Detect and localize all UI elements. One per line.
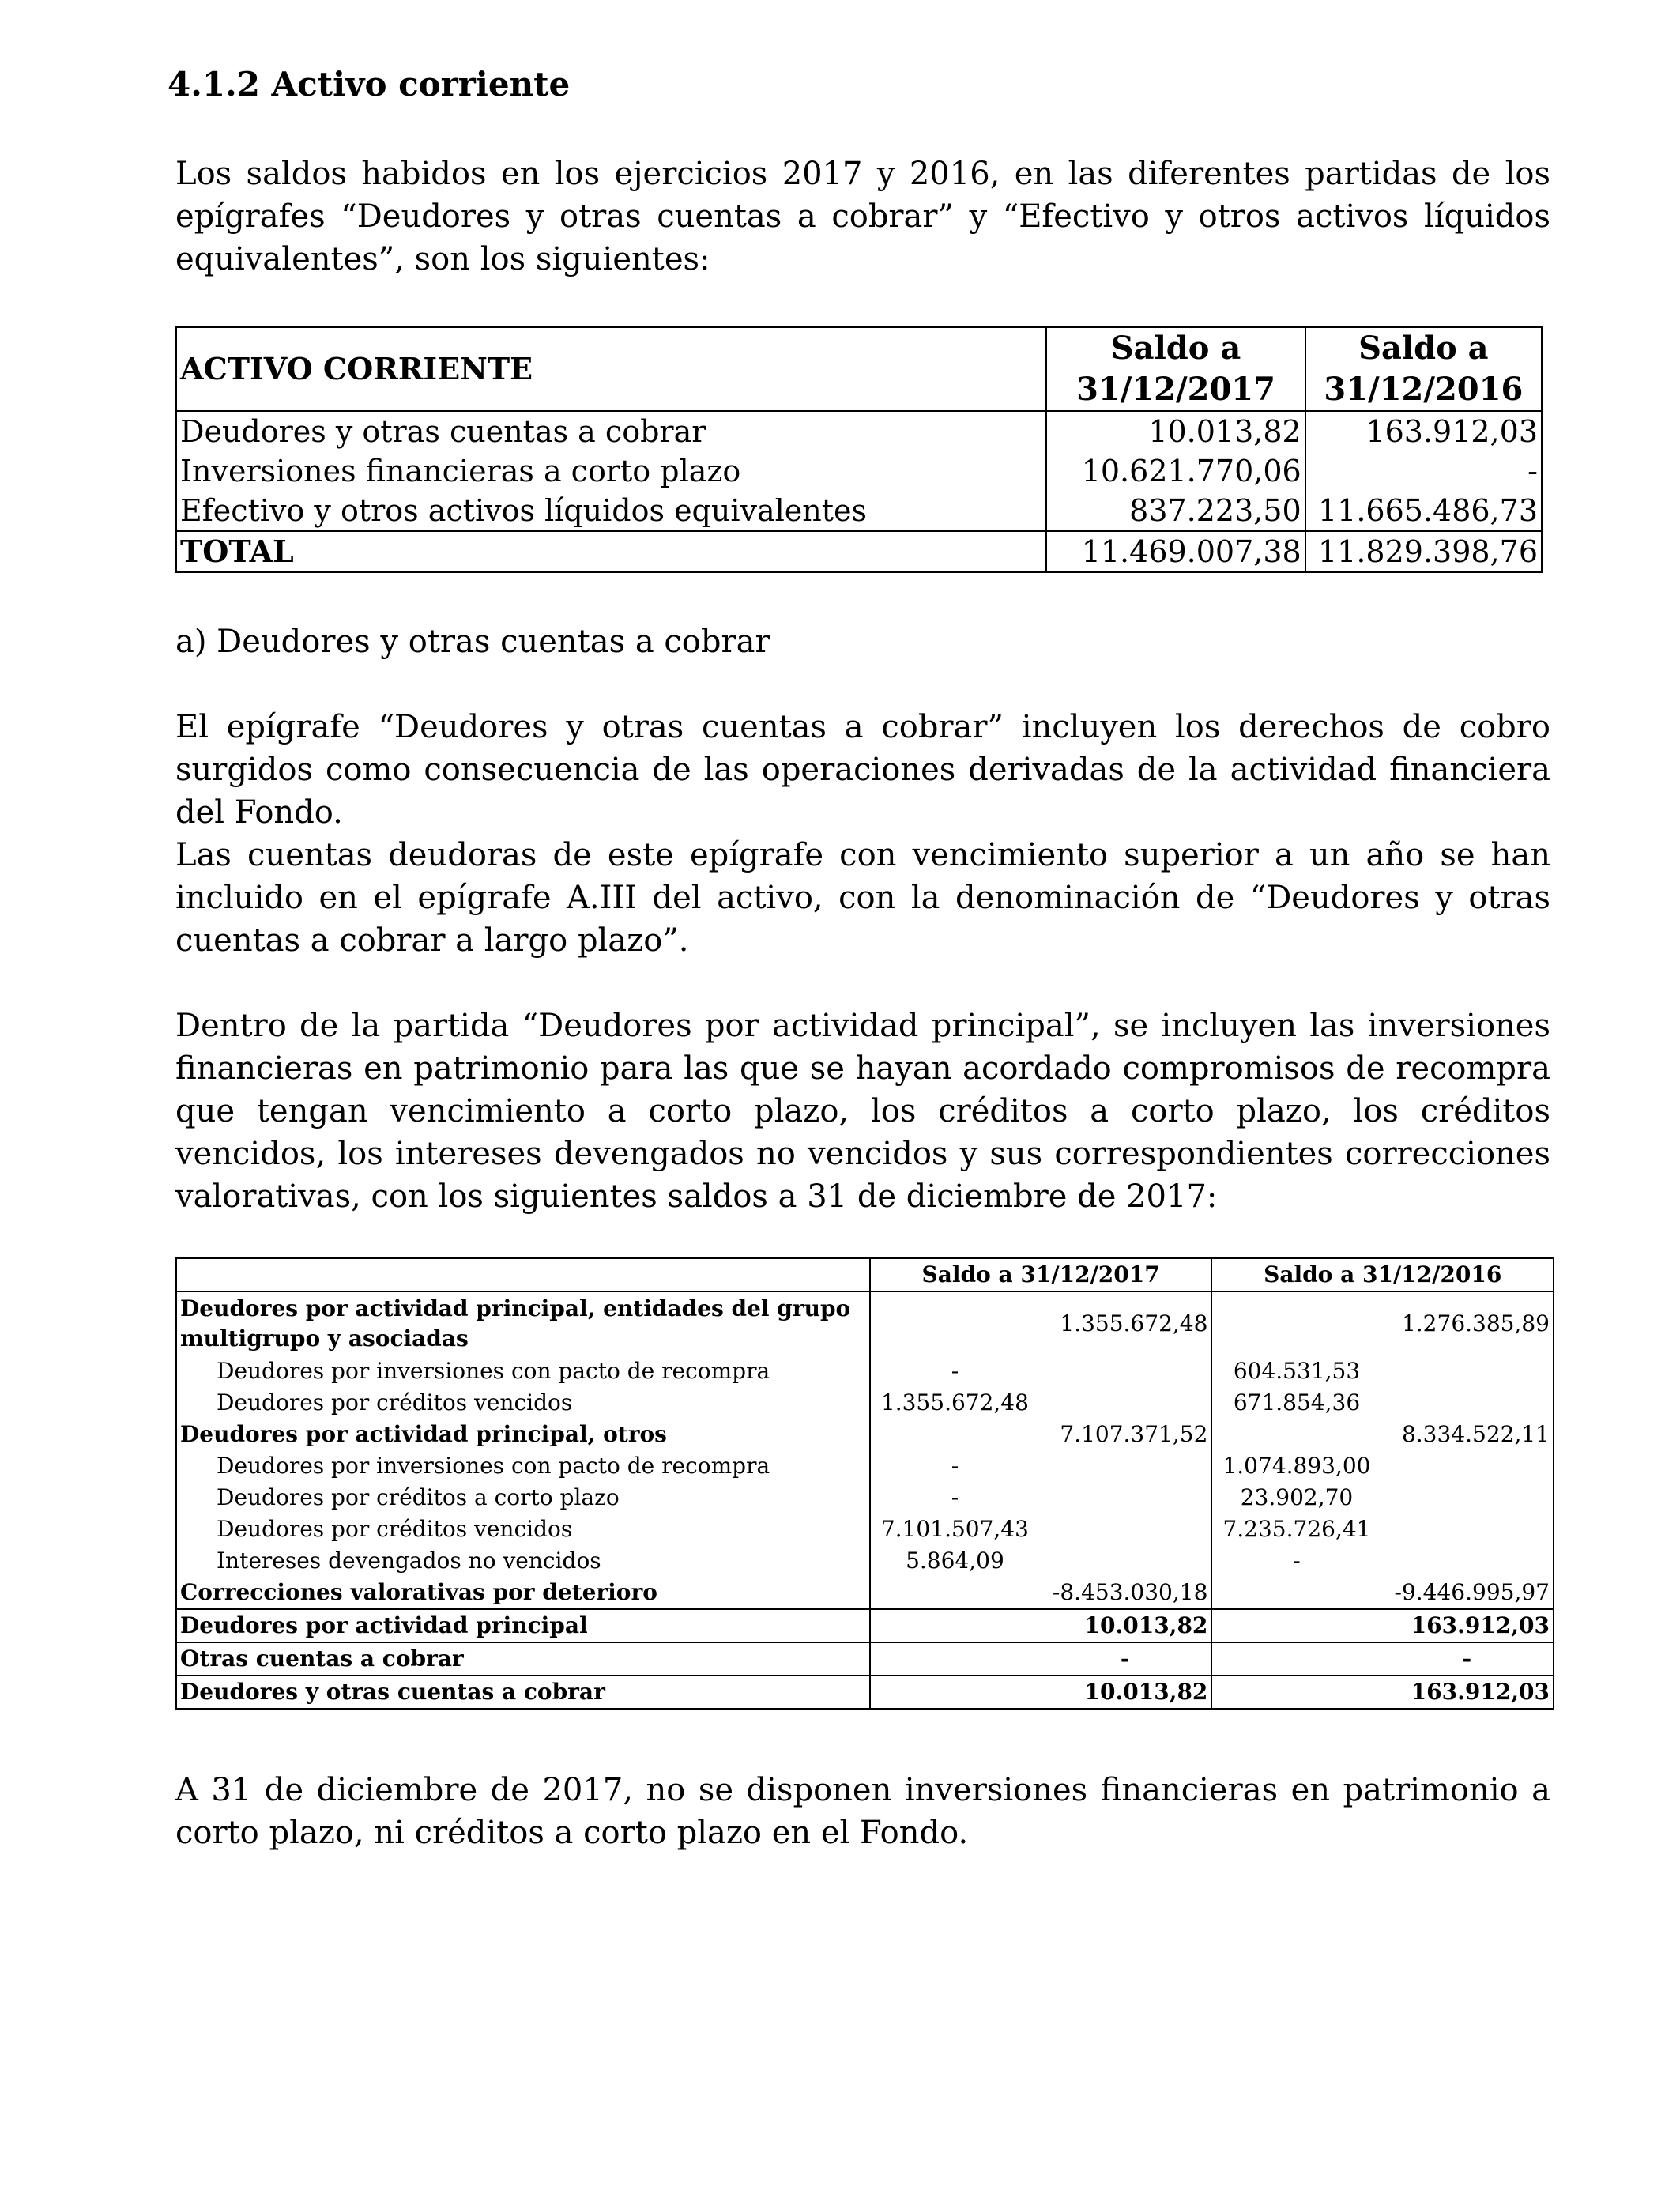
detail-2016: 604.531,53 bbox=[1233, 1358, 1361, 1384]
row-value-2016: 163.912,03 bbox=[1305, 411, 1542, 451]
row-label-line2: multigrupo y asociadas bbox=[180, 1325, 469, 1351]
row-label bbox=[176, 1291, 870, 1355]
paragraph-2: Las cuentas deudoras de este epígrafe con vencimiento superior a un año se han incluido en el epígrafe A.III del activo, con la denominación de “Deudores y otras cuentas a cobrar a largo plazo”. bbox=[175, 837, 1550, 959]
total-value-2017: 11.469.007,38 bbox=[1046, 531, 1305, 572]
section-heading: 4.1.2 Activo corriente bbox=[168, 65, 571, 104]
row-label: Deudores por inversiones con pacto de recompra bbox=[176, 1355, 870, 1387]
row-label: Deudores y otras cuentas a cobrar bbox=[176, 411, 1046, 451]
row-label: Deudores por créditos vencidos bbox=[176, 1514, 870, 1545]
deudores-detail-table bbox=[175, 1257, 1554, 1710]
total-2016: 163.912,03 bbox=[1381, 1676, 1554, 1709]
header-2016 bbox=[1305, 327, 1542, 411]
header-2016-line2: 31/12/2016 bbox=[1324, 371, 1524, 408]
paragraph-3: Dentro de la partida “Deudores por actividad principal”, se incluyen las inversiones financieras en patrimonio para las que se hayan acordado compromisos de recompra que tengan vencimiento a corto plazo, los créditos a corto plazo, los créditos vencidos, los intereses devengados no vencidos y sus correspondientes correcciones valorativas, con los siguientes saldos a 31 de diciembre de 2017: bbox=[175, 1008, 1550, 1215]
row-label: Deudores por actividad principal bbox=[176, 1609, 870, 1642]
row-label: Deudores por créditos a corto plazo bbox=[176, 1482, 870, 1514]
activo-corriente-table bbox=[175, 326, 1543, 573]
row-label-line1: Deudores por actividad principal, entidades del grupo bbox=[180, 1295, 851, 1321]
total-row bbox=[176, 1676, 1554, 1709]
row-label: Deudores y otras cuentas a cobrar bbox=[176, 1676, 870, 1709]
total-2016: - bbox=[1381, 1642, 1554, 1676]
table-row bbox=[176, 451, 1542, 491]
detail-2017: - bbox=[951, 1358, 959, 1384]
header-2017-line1: Saldo a bbox=[1110, 330, 1241, 367]
table-row bbox=[176, 1419, 1554, 1450]
table-row bbox=[176, 411, 1542, 451]
detail-2016: - bbox=[1293, 1547, 1301, 1574]
table-row bbox=[176, 1291, 1554, 1355]
detail-2017: 1.355.672,48 bbox=[880, 1389, 1029, 1416]
header-2016: Saldo a 31/12/2016 bbox=[1211, 1258, 1554, 1291]
row-label: Efectivo y otros activos líquidos equivalentes bbox=[176, 491, 1046, 531]
table-row bbox=[176, 1577, 1554, 1609]
section-a-title: a) Deudores y otras cuentas a cobrar bbox=[175, 624, 770, 660]
closing-paragraph: A 31 de diciembre de 2017, no se disponen inversiones financieras en patrimonio a corto plazo, ni créditos a corto plazo en el Fondo. bbox=[175, 1772, 1550, 1851]
table-header-row bbox=[176, 327, 1542, 411]
detail-2017: - bbox=[951, 1484, 959, 1510]
row-value-2017: 10.013,82 bbox=[1046, 411, 1305, 451]
row-value-2016: - bbox=[1305, 451, 1542, 491]
total-value-2016: 11.829.398,76 bbox=[1305, 531, 1542, 572]
total-row bbox=[176, 1609, 1554, 1642]
detail-2016: 1.074.893,00 bbox=[1222, 1453, 1371, 1479]
table-row bbox=[176, 1545, 1554, 1577]
table-row bbox=[176, 1355, 1554, 1387]
detail-2017: - bbox=[951, 1453, 959, 1479]
row-label: Correcciones valorativas por deterioro bbox=[176, 1577, 870, 1609]
subtotal-2016: 1.276.385,89 bbox=[1381, 1291, 1554, 1355]
row-label: Inversiones financieras a corto plazo bbox=[176, 451, 1046, 491]
subtotal-2016: -9.446.995,97 bbox=[1381, 1577, 1554, 1609]
subtotal-2016: 8.334.522,11 bbox=[1381, 1419, 1554, 1450]
row-label: Deudores por actividad principal, otros bbox=[176, 1419, 870, 1450]
table-row bbox=[176, 1387, 1554, 1419]
header-2017: Saldo a 31/12/2017 bbox=[870, 1258, 1212, 1291]
detail-2016: 671.854,36 bbox=[1233, 1389, 1361, 1416]
total-2016: 163.912,03 bbox=[1381, 1609, 1554, 1642]
subtotal-2017: 7.107.371,52 bbox=[1039, 1419, 1211, 1450]
paragraph-1: El epígrafe “Deudores y otras cuentas a cobrar” incluyen los derechos de cobro surgidos como consecuencia de las operaciones derivadas de la actividad financiera del Fondo. bbox=[175, 709, 1550, 831]
total-label: TOTAL bbox=[176, 531, 1046, 572]
header-label: ACTIVO CORRIENTE bbox=[176, 327, 1046, 411]
header-2017-line2: 31/12/2017 bbox=[1076, 371, 1275, 408]
row-value-2016: 11.665.486,73 bbox=[1305, 491, 1542, 531]
detail-2017: 5.864,09 bbox=[906, 1547, 1004, 1574]
table-header-row bbox=[176, 1258, 1554, 1291]
table-row bbox=[176, 1450, 1554, 1482]
row-label: Deudores por créditos vencidos bbox=[176, 1387, 870, 1419]
total-2017: 10.013,82 bbox=[1039, 1676, 1211, 1709]
total-row bbox=[176, 1642, 1554, 1676]
row-label: Deudores por inversiones con pacto de recompra bbox=[176, 1450, 870, 1482]
total-2017: - bbox=[1039, 1642, 1211, 1676]
table-row bbox=[176, 1514, 1554, 1545]
detail-2016: 7.235.726,41 bbox=[1222, 1516, 1371, 1542]
header-2017 bbox=[1046, 327, 1305, 411]
table-row bbox=[176, 1482, 1554, 1514]
detail-2016: 23.902,70 bbox=[1240, 1484, 1354, 1510]
intro-paragraph: Los saldos habidos en los ejercicios 2017 y 2016, en las diferentes partidas de los epígrafes “Deudores y otras cuentas a cobrar” y “Efectivo y otros activos líquidos equivalentes”, son los siguientes: bbox=[175, 156, 1550, 277]
total-row bbox=[176, 531, 1542, 572]
table-row bbox=[176, 491, 1542, 531]
subtotal-2017: -8.453.030,18 bbox=[1039, 1577, 1211, 1609]
total-2017: 10.013,82 bbox=[1039, 1609, 1211, 1642]
detail-2017: 7.101.507,43 bbox=[880, 1516, 1029, 1542]
row-value-2017: 10.621.770,06 bbox=[1046, 451, 1305, 491]
row-label: Intereses devengados no vencidos bbox=[176, 1545, 870, 1577]
row-label: Otras cuentas a cobrar bbox=[176, 1642, 870, 1676]
header-2016-line1: Saldo a bbox=[1358, 330, 1489, 367]
row-value-2017: 837.223,50 bbox=[1046, 491, 1305, 531]
subtotal-2017: 1.355.672,48 bbox=[1039, 1291, 1211, 1355]
